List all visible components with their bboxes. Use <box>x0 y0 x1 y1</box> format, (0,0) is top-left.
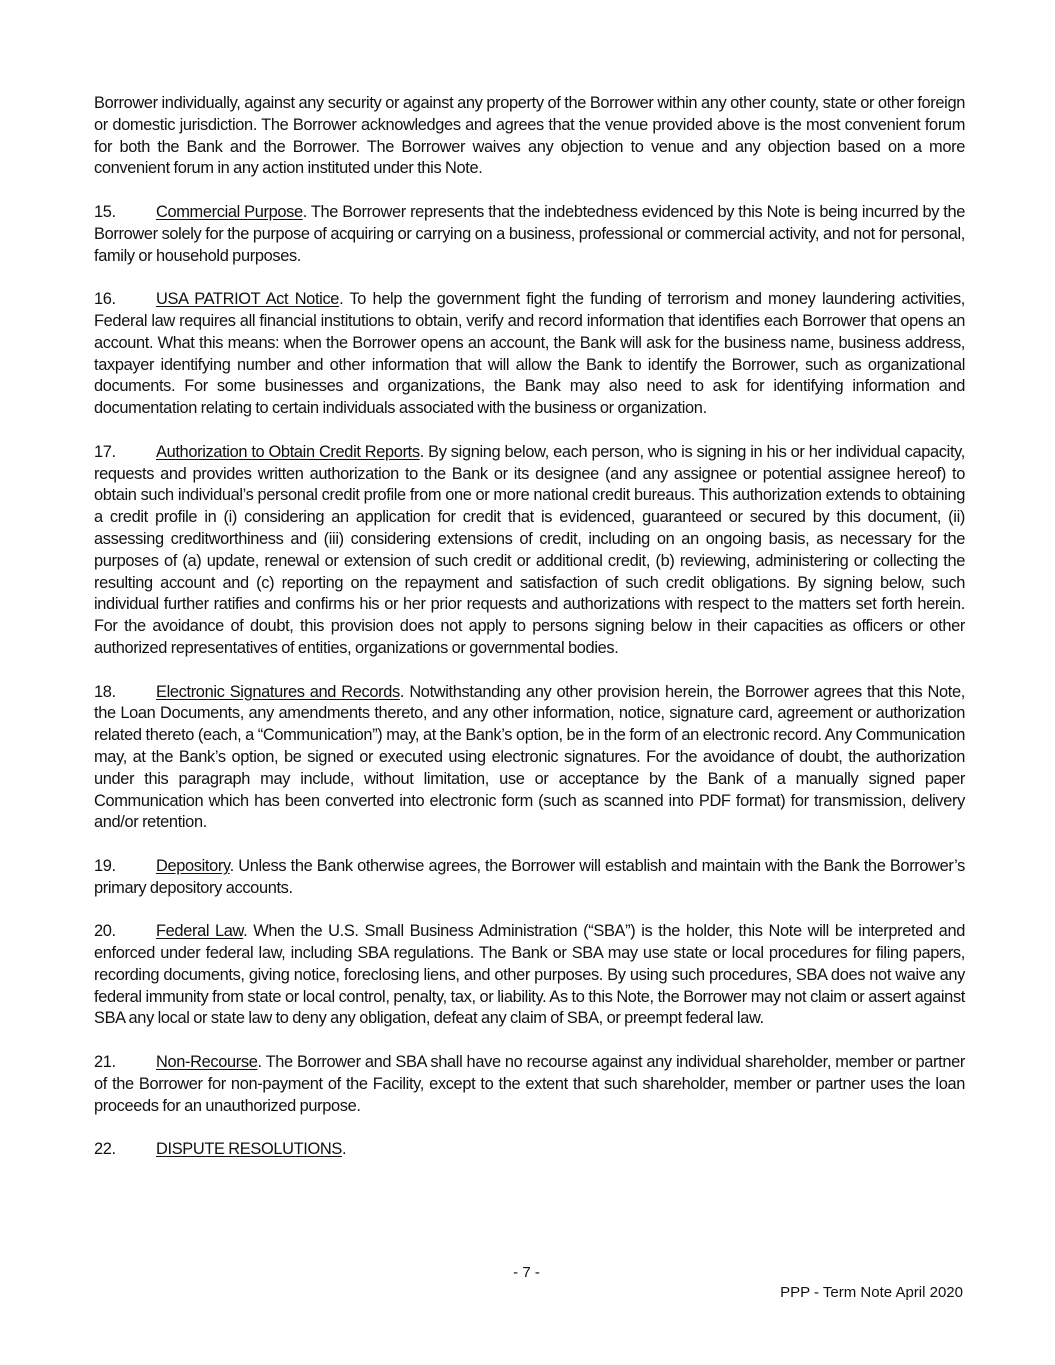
section-body: . Notwithstanding any other provision herein, the Borrower agrees that this Note, the Loan Documents, any amendments thereto, and any other information, notice, signature card, agreement or authorization related thereto (each, a “Communication”) may, at the Bank’s option, be in the form of an electronic record. Any Communication may, at the Bank’s option, be signed or executed using electronic signatures. For the avoidance of doubt, the authorization under this paragraph may include, without limitation, use or acceptance by the Bank of a manually signed paper Communication which has been converted into electronic form (such as scanned into PDF format) for transmission, delivery and/or retention. <box>94 682 965 832</box>
section-number: 22. <box>94 1140 116 1159</box>
section-number: 19. <box>94 856 116 875</box>
continuation-paragraph <box>94 93 965 180</box>
section-body: . The Borrower represents that the indebtedness evidenced by this Note is being incurred by the Borrower solely for the purpose of acquiring or carrying on a business, professional or commercial activity, and not for personal, family or household purposes. <box>94 202 965 265</box>
continuation-text: Borrower individually, against any security or against any property of the Borrower within any other county, state or other foreign or domestic jurisdiction. The Borrower acknowledges and agrees that the venue provided above is the most convenient forum for both the Bank and the Borrower. The Borrower waives any objection to venue and any objection based on a more convenient forum in any action instituted under this Note. <box>94 94 965 178</box>
section-number: 18. <box>94 682 116 701</box>
section-heading: Depository <box>156 856 230 875</box>
section-18-electronic-signatures <box>94 682 965 835</box>
page-number-text: - 7 - <box>513 1264 540 1281</box>
section-body: . By signing below, each person, who is signing in his or her individual capacity, requests and provides written authorization to the Bank or its designee (and any assignee or potential assignee hereof) to obtain such individual’s personal credit profile from one or more national credit bureaus. This authorization extends to obtaining a credit profile in (i) considering an application for credit that is evidenced, guaranteed or secured by this document, (ii) assessing creditworthiness and (iii) considering extensions of credit, including on an ongoing basis, as necessary for the purposes of (a) update, renewal or extension of such credit or additional credit, (b) reviewing, administering or collecting the resulting account and (c) reporting on the repayment and satisfaction of such credit obligations. By signing below, such individual further ratifies and confirms his or her prior requests and authorizations with respect to the matters set forth herein. For the avoidance of doubt, this provision does not apply to persons signing below in their capacities as officers or other authorized representatives of entities, organizations or governmental bodies. <box>94 442 965 657</box>
section-heading: DISPUTE RESOLUTIONS <box>156 1140 342 1159</box>
section-body: . <box>341 1140 347 1159</box>
section-20-federal-law <box>94 921 965 1030</box>
section-heading: Federal Law <box>156 922 244 941</box>
section-body: . To help the government fight the funding of terrorism and money laundering activities, Federal law requires all financial institutions to obtain, verify and record information that identifies each Borrower that opens an account. What this means: when the Borrower opens an account, the Bank will ask for the business name, business address, taxpayer identifying number and other information that will allow the Bank to identify the Borrower, such as organizational documents. For some businesses and organizations, the Bank may also need to ask for identifying information and documentation relating to certain individuals associated with the business or organization. <box>94 290 966 418</box>
section-heading: USA PATRIOT Act Notice <box>156 290 340 309</box>
section-heading: Commercial Purpose <box>156 202 303 221</box>
section-17-credit-reports <box>94 442 965 660</box>
section-number: 17. <box>94 442 116 461</box>
section-number: 16. <box>94 290 116 309</box>
section-body: . The Borrower and SBA shall have no recourse against any individual shareholder, member or partner of the Borrower for non-payment of the Facility, except to the extent that such shareholder, member or partner uses the loan proceeds for an unauthorized purpose. <box>94 1053 965 1115</box>
page-number <box>0 1264 1055 1281</box>
section-22-dispute-resolutions <box>94 1139 965 1161</box>
section-heading: Authorization to Obtain Credit Reports <box>156 442 420 461</box>
section-number: 20. <box>94 922 116 941</box>
document-page <box>94 93 965 1183</box>
section-21-non-recourse <box>94 1052 965 1117</box>
section-body: . When the U.S. Small Business Administration (“SBA”) is the holder, this Note will be interpreted and enforced under federal law, including SBA regulations. The Bank or SBA may use state or local procedures for filing papers, recording documents, giving notice, foreclosing liens, and other purposes. By using such procedures, SBA does not waive any federal immunity from state or local control, penalty, tax, or liability. As to this Note, the Borrower may not claim or assert against SBA any local or state law to deny any obligation, defeat any claim of SBA, or preempt federal law. <box>94 922 965 1028</box>
section-16-patriot-act <box>94 289 965 420</box>
section-body: . Unless the Bank otherwise agrees, the Borrower will establish and maintain with the Bank the Borrower’s primary depository accounts. <box>94 856 965 897</box>
section-number: 15. <box>94 202 116 221</box>
section-heading: Non-Recourse <box>156 1053 258 1072</box>
section-heading: Electronic Signatures and Records <box>156 682 400 701</box>
section-number: 21. <box>94 1053 116 1072</box>
section-19-depository <box>94 856 965 900</box>
section-15-commercial-purpose <box>94 202 965 267</box>
document-footer-id: PPP - Term Note April 2020 <box>780 1284 963 1301</box>
